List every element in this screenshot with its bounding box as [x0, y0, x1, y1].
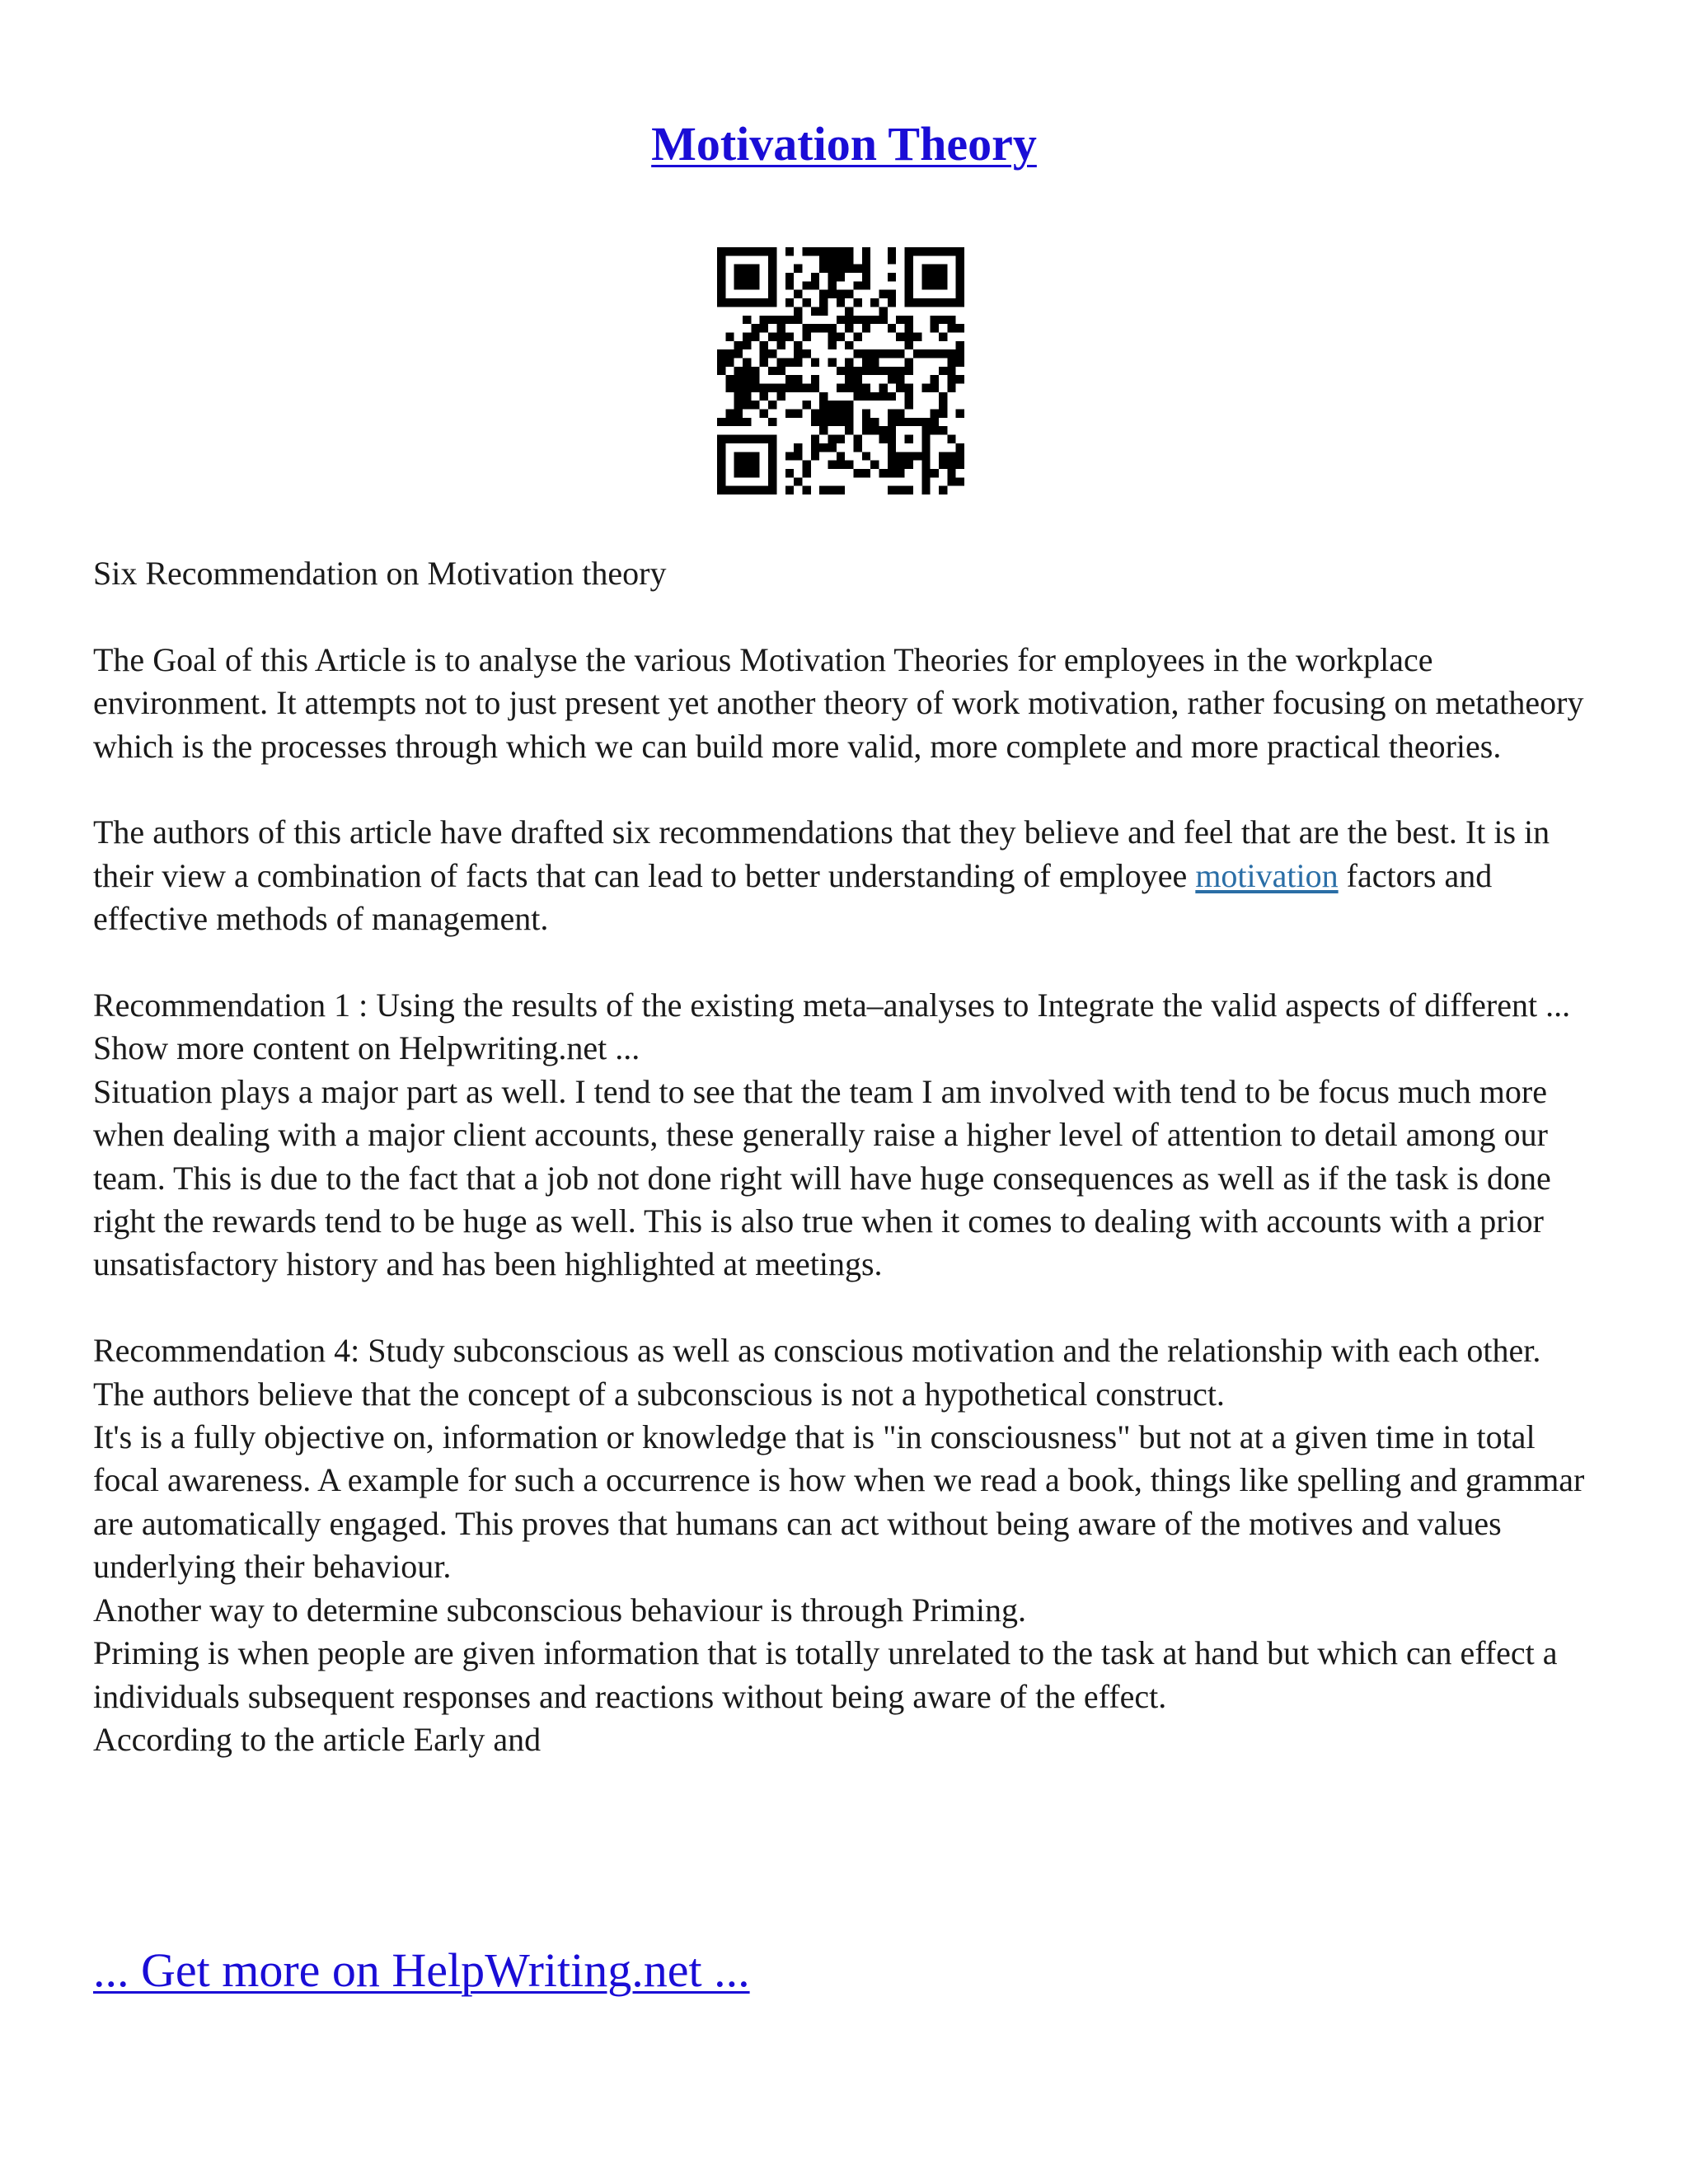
- footer: [93, 1942, 750, 1999]
- authors-believe: The authors believe that the concept of a subconscious is not a hypothetical construct.: [93, 1375, 1225, 1413]
- recommendation-1: Recommendation 1 : Using the results of the existing meta–analyses to Integrate the valid aspects of different ... Show more content on Helpwriting.net ...: [93, 987, 1571, 1067]
- priming-paragraph: Priming is when people are given information that is totally unrelated to the task at hand but which can effect a individuals subsequent responses and reactions without being aware of the effect.: [93, 1634, 1558, 1715]
- recommendation-4: Recommendation 4: Study subconscious as well as conscious motivation and the relationship with each other.: [93, 1332, 1541, 1370]
- authors-paragraph-text-end: factors and effective methods of management.: [93, 856, 1493, 938]
- paragraph-gap: [93, 941, 1601, 984]
- get-more-link[interactable]: ... Get more on HelpWriting.net ...: [93, 1943, 750, 1997]
- according-line: According to the article Early and: [93, 1720, 542, 1758]
- objective-paragraph: It's is a fully objective on, information or knowledge that is "in consciousness" but not at a given time in total focal awareness. A example for such a occurrence is how when we read a book, things like spelling and grammar are automatically engaged. This proves that humans can act without being aware of the motives and values underlying their behaviour.: [93, 1418, 1585, 1586]
- title-link[interactable]: Motivation Theory: [651, 117, 1037, 171]
- situation-paragraph: Situation plays a major part as well. I tend to see that the team I am involved with tend to be focus much more when dealing with a major client accounts, these generally raise a higher level of attention to detail among our team. This is due to the fact that a job not done right will have huge consequences as well as if the task is done right the rewards tend to be huge as well. This is also true when it comes to dealing with accounts with a prior unsatisfactory history and has been highlighted at meetings.: [93, 1072, 1551, 1283]
- paragraph-gap: [93, 1286, 1601, 1329]
- motivation-link[interactable]: motivation: [1195, 856, 1339, 894]
- article-subtitle: Six Recommendation on Motivation theory: [93, 555, 667, 592]
- intro-paragraph: The Goal of this Article is to analyse the various Motivation Theories for employees in the workplace environment. It attempts not to just present yet another theory of work motivation, rather focusing on metatheory which is the processes through which we can build more valid, more complete and more practical theories.: [93, 640, 1584, 765]
- qr-code-icon: [717, 247, 964, 494]
- paragraph-gap: [93, 768, 1601, 811]
- authors-paragraph-text: The authors of this article have drafted six recommendations that they believe and feel that are the best. It is in their view a combination of facts that can lead to better understanding of employee: [93, 813, 1550, 894]
- article-body: [93, 552, 1601, 1761]
- authors-paragraph: [93, 811, 1601, 940]
- paragraph-gap: [93, 595, 1601, 638]
- priming-intro: Another way to determine subconscious behaviour is through Priming.: [93, 1591, 1027, 1629]
- document-title: [0, 115, 1688, 173]
